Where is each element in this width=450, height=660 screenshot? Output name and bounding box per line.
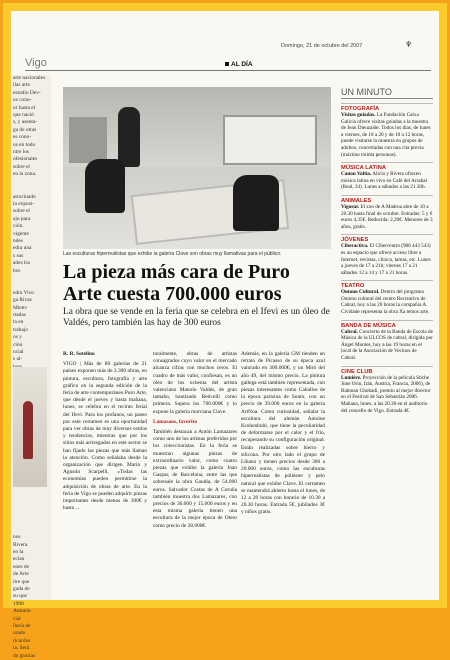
left-column-text-line: Miem- <box>13 304 28 311</box>
left-column-text-line: arte nacionales <box>13 75 46 81</box>
left-column-text-line: ecían <box>13 556 25 563</box>
left-column-text-line: ilería de <box>13 623 31 630</box>
left-column-text-line: edra Vivo <box>13 289 34 296</box>
newspaper-page <box>11 11 439 659</box>
article-column-2 <box>153 351 237 533</box>
sidebar-item-head: Lumière. <box>341 374 362 381</box>
left-column-text-line: s sus <box>13 252 24 259</box>
left-column-text-line: ncial <box>13 349 24 356</box>
sidebar-item-text <box>341 204 433 230</box>
left-column-text-line: atrocinado <box>13 193 36 200</box>
sidebar-item <box>341 103 433 158</box>
article-headline: La pieza más cara de Puro Arte cuesta 700.000 euros <box>63 261 290 305</box>
article-column-1 <box>63 351 147 515</box>
section-title: Vigo <box>25 57 47 69</box>
sidebar-item-head: Canon Voltia. <box>341 171 372 178</box>
sidebar-item <box>341 195 433 230</box>
left-column-text-line: urado <box>13 630 26 637</box>
sidebar-item-category: TEATRO <box>341 283 365 290</box>
left-column-text-line: sobre el <box>13 163 30 170</box>
article-byline: R. R. Sotelino <box>63 351 95 357</box>
sidebar-item-head: Outono Cultural. <box>341 289 380 296</box>
left-column-text-line: ción <box>13 341 23 348</box>
sidebar-item-head: Vigosur. <box>341 203 360 210</box>
sidebar-item <box>341 162 433 191</box>
sidebar-item <box>341 234 433 276</box>
left-column-text-line: ción. <box>13 223 24 230</box>
left-column-text-line <box>11 282 51 289</box>
newspaper-logo-icon: ♆ <box>405 40 413 49</box>
article-body-3: Además, en la galería GM tienden un retrato de Picasso de su época azul valorado en 300.000€, y un Miró del año 49, del mismo precio. La pintura gallega está también representada, con piezas interesantes como Caballos de la época parisina de Souto, con un precio de 39.000 euros en la galería ArtNoa. Como curiosidad, señalar la escultura del alemán Antoine Krohenbuhl, que tiene la peculiaridad de deformarse por el calor y el frío, recuperando su configuración original. Están realizadas sobre hierro y silicona. Por otro lado el grupo de Líbano y tienen precios desde 300 a 20.000 euros, como las esculturas hiperrealistas de poliéster y pelo natural que exhibe Clave. El certamen se mantendrá abierto hasta el lunes, de 12 a 20 horas con horario de 10.30 a 20.30 horas. Entrada 5€, jubilados 3€ y niños gratis. <box>241 351 325 516</box>
article-body-2b: También destacan a Antón Lamazares como uno de los artistas preferidos por los coleccionistas. En la feria se muestran algunas piezas de extraordinario valor, como cuatro piezas que exhibe la galería Joan Gaspar, de Barcelona, entre las que sobresale la obra Gaudia, de 54.000 euros. Salvador Costas de A Coruña también muestra dos Lamazares, con precios de 36.000 y 15.000 euros y en esta misma galería tienen una escultura de la mejor época de Otero como precio de 28.000€. <box>153 429 237 529</box>
sidebar-item <box>341 280 433 315</box>
sidebar-item-text <box>341 243 433 276</box>
sidebar-item <box>341 320 433 362</box>
article-subsection: Lamasaos, favorito <box>153 418 198 425</box>
left-column-text-line <box>11 527 51 534</box>
sidebar-item-body: Concierto de la Banda de Escola de Música de la ULCOS de cabral, dirigida por Ángel Montes, hoy a las 19 horas en el local de la Asociación de Vecinos de Cabral. <box>341 328 433 362</box>
left-column-text-line <box>11 275 51 282</box>
left-column-text-line <box>11 505 51 512</box>
header-rule <box>25 70 431 71</box>
sidebar-item-head: Cabral. <box>341 328 358 335</box>
left-column-text-line: os cono- <box>13 97 32 104</box>
left-column-text-line: en la <box>13 549 24 555</box>
left-column-text-line: ga Rivas <box>13 297 32 304</box>
left-column-text-line: su que <box>13 593 27 600</box>
sidebar-item-text <box>341 112 433 158</box>
left-column-text-line: sobre el <box>13 208 30 215</box>
photo-caption: Las esculturas hiperrealistas que exhibe la galería Clave son obras muy llamativas para el público. <box>63 251 282 257</box>
sidebar-item-category: CINE CLUB <box>341 368 373 375</box>
sidebar-item-category: JÓVENES <box>341 237 369 244</box>
left-column-text-line: itre que <box>13 578 30 585</box>
left-column-text-line <box>11 186 51 193</box>
left-column-text-line <box>11 179 51 186</box>
left-column-text-line: os en todo <box>13 141 36 148</box>
left-column-text-line: ndes <box>13 237 23 244</box>
article-body-2: turalmente, obras de artistas consagrados cuyo valor en el mercado alcanza cifras con muchos ceros. El cuadro de más valor, confiesan, es un óleo de los ochenta del artista valenciano Manolo Valdés, de gran tamaño, bautizado Beticelli como primera. Supera los 700.000€ y lo expone la galería murciana Clave. <box>153 351 237 415</box>
left-column-text-line: en la zona. <box>13 171 37 178</box>
left-column-text-line: ga de otras <box>13 126 37 133</box>
left-column-text-line: edra una <box>13 245 32 252</box>
left-column-text-line: ricardos <box>13 637 31 644</box>
left-column-text-line: que nació <box>13 112 34 119</box>
sidebar-item-text <box>341 289 433 315</box>
article-photo <box>63 87 331 249</box>
left-column-text-line: enes de <box>13 563 30 570</box>
left-column-text-line <box>11 512 51 519</box>
sidebar-un-minuto <box>341 87 433 414</box>
sidebar-title: UN MINUTO <box>341 87 433 99</box>
sidebar-item-category: MÚSICA LATINA <box>341 165 387 172</box>
left-column-text-line: gada de <box>13 586 30 593</box>
left-column-text-line: ajo para <box>13 215 31 222</box>
left-column-text-line: estudio Dev- <box>13 89 41 96</box>
sidebar-item-body: Alicia y Rivera ofrecen música latina en vivo en Café del Arrabal (Real, 24). Lunes a sábados a las 21.30h. <box>341 171 427 191</box>
left-column-text-line: or hasta el <box>13 104 36 111</box>
left-column-text-line <box>11 490 51 497</box>
header-date: Domingo, 21 de octubre del 2007 <box>281 43 363 49</box>
left-column-text-line: trabajo <box>13 326 28 333</box>
article-body-1: VIGO | Más de 80 galerías de 21 países exponen más de 2.300 obras, en pintura, escultura, fotografía y arte gráfico en la segunda edición de la feria de arte contemporáneo Puro Arte, que desde el jueves y hasta mañana, lunes, se celebra en el recinto ferial del Ifevi. Para los profanos, un paseo por este certamen es una oportunidad para ver obras de muy diversos estilos y tendencias, mientras que por los sitios más arriesgados en este sector se han fijado las piezas que más llaman la atención. Como señalaba desde la organización que dirigen María y Agustín Scarpelli, «Todas las economías pueden permitirse la adquisición de obras de arte. En la feria de Vigo se pueden adquirir piezas importantes desde menos de 300€ y hasta ... <box>63 361 147 512</box>
sidebar-item-body: La Fundación Caixa Galicia ofrece visitas guiadas a la muestra de Jean Dieuzaide. Todos los días, de lunes a viernes, de 18 a 20 y de 10 a 12 horas, puede visitarse la muestra en grupos de adultos, concertadas con una cita previa (máximo treinta personas). <box>341 112 431 158</box>
left-column-text-line: ía. Será <box>13 645 30 652</box>
article-subhead: La obra que se vende en la feria que se celebra en el Ifevi es un óleo de Valdés, pero también las hay de 300 euros <box>63 307 330 329</box>
left-column-text-line: bre. <box>13 267 22 274</box>
sidebar-item-text <box>341 375 433 415</box>
sidebar-item-head: Visitas guiadas. <box>341 112 376 118</box>
left-column-text-line: ofesionales <box>13 156 38 163</box>
article-column-3 <box>241 351 325 520</box>
left-column-text-line <box>11 519 51 526</box>
left-column-text-line: rtadas <box>13 312 26 318</box>
sidebar-item-text <box>341 329 433 362</box>
left-column-text-line: s, y asenta- <box>13 119 38 126</box>
left-column-text-line: de Arte <box>13 571 29 578</box>
sidebar-item-text <box>341 171 433 191</box>
sidebar-items <box>341 103 433 414</box>
sidebar-item-category: FOTOGRAFÍA <box>341 106 380 112</box>
sidebar-item-body: El zoo de A Madroa abre de 10 a 20.30 hasta final de octubre. Entradas: 5 y 6 euros 4,35€. Reducida: 2,20€. Menores de 3 años, gratis. <box>341 203 433 230</box>
left-column-text-line: ntre los <box>13 149 30 156</box>
left-column-text-line: cial <box>13 615 21 622</box>
left-column-text-line: Rivera <box>13 541 28 548</box>
left-column-text-line: ta en <box>13 319 24 326</box>
left-column-photo <box>13 367 47 487</box>
left-column-text-line: Antonio <box>13 608 31 615</box>
sidebar-item <box>341 366 433 415</box>
left-column-text-line <box>11 497 51 504</box>
sidebar-item-category: BANDA DE MÚSICA <box>341 322 396 329</box>
left-column-text-line: la exposi- <box>13 200 35 207</box>
left-column-text-line: es cono- <box>13 134 32 141</box>
left-column-text-line: os y <box>13 334 22 341</box>
section-tag: AL DÍA <box>225 61 253 68</box>
sidebar-item-body: Dentro del programa Outono cultural del centro Recreativo de Cabral, hoy a las 20 horas la compañía A. Cividade representa la obra Xa temos arte. <box>341 289 430 316</box>
page-frame <box>3 3 447 659</box>
left-column-text-line: nos <box>13 534 21 541</box>
left-column-text-line: do gracias <box>13 652 36 659</box>
left-column-text-line: llas arte <box>13 82 30 89</box>
sidebar-item-body: El Ciberceutro (986 443 543) es un espacio que ofrece acceso libre a Internet, revistas, clínica, tareas, etc. Lunes a jueves de 17 a 21h; viernes 17 a 21 sábados 12 a 14 y 17 a 21 horas. <box>341 243 431 276</box>
left-column-fragment <box>11 75 51 659</box>
left-column-text-line: s al- <box>13 356 23 363</box>
left-column-text-line: 1998 <box>13 600 24 607</box>
left-column-text-line: ades los <box>13 260 31 267</box>
left-column-text-line: vigente <box>13 230 29 237</box>
sidebar-item-head: Ciberactiva. <box>341 243 369 250</box>
sidebar-item-body: Proyección de la película Stiche June Orin, Irán, Austria, Francia, 2006), de Bahman Ghobadi, premio al mejor director en el Festival de San Sebastián 2006. Mañana, lunes, a las 20.30 en el auditorio del concello de Vigo. Entrada 4€. <box>341 374 431 414</box>
sidebar-item-category: ANIMALES <box>341 197 372 204</box>
